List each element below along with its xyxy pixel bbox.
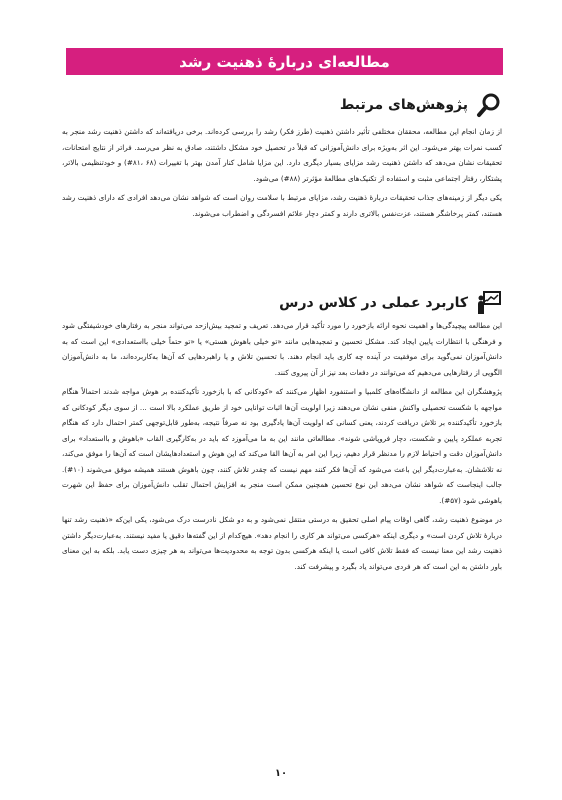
paragraph: از زمان انجام این مطالعه، محققان مختلفی تأثیر داشتن ذهنیت (طرز فکر) رشد را بررسی کرده‌اند. برخی دریافته‌اند که داشتن ذهنیت رشد منجر به کسب نمرات بهتر می‌شود. این اثر به‌ویژه برای دانش‌آموزانی که قبلاً در تحصیل خود مشکل داشتند، صادق به نظر می‌رسد. فراتر از نتایج امتحانات، تحقیقات نشان می‌دهد که داشتن ذهنیت رشد مزایای بسیار دیگری دارد. این مزایا شامل کنار آمدن بهتر با تغییرات (۶۸ ،۸۱#) و خودتنظیمی بالاتر، پشتکار، رفتار اجتماعی مثبت و استفاده از تکنیک‌های مطالعۀ مؤثرتر (۸۸#) می‌شود. bbox=[62, 127, 503, 183]
section-body-classroom-application bbox=[62, 318, 502, 578]
section-body-related-research bbox=[62, 124, 502, 225]
section-heading-text: پژوهش‌های مرتبط bbox=[339, 97, 468, 113]
paragraph: یکی دیگر از زمینه‌های جذاب تحقیقات دربارۀ ذهنیت رشد، مزایای مرتبط با سلامت روان است که شواهد نشان می‌دهد افرادی که دارای ذهنیت رشد هستند، کمتر پرخاشگر هستند، عزت‌نفس بالاتری دارند و کمتر دچار علائم افسردگی و اضطراب می‌شوند. bbox=[62, 193, 502, 218]
section-heading-related-research bbox=[340, 92, 502, 118]
page-title: مطالعه‌ای دربارۀ ذهنیت رشد bbox=[179, 52, 390, 71]
magnifier-icon bbox=[476, 92, 502, 118]
teacher-board-icon bbox=[476, 290, 502, 316]
paragraph: پژوهشگران این مطالعه از دانشگاه‌های کلمبیا و استنفورد اظهار می‌کنند که «کودکانی که با بازخورد تأکیدکننده بر هوش مواجه شدند احتمالاً هنگام مواجهه با شکست تحصیلی واکنش منفی نشان می‌دهند زیرا اولویت آن‌ها اثبات توانایی خود از طریق عملکرد بالا است ... از سوی دیگر کودکانی که بازخورد تأکیدکننده بر تلاش دریافت کردند، یعنی کسانی که اولویت آن‌ها یادگیری بود نه صرفاً نتیجه، به‌طور قابل‌توجهی کمتر احتمال دارد که هنگام تجربه عملکرد پایین و شکست، دچار فروپاشی شوند». مطالعاتی مانند این به ما می‌آموزد که باید در به‌کارگیری القاب «باهوش و بااستعداد» برای دانش‌آموزان دقت و احتیاط لازم را مدنظر قرار دهیم، زیرا این امر به آن‌ها القا می‌کند که این هوش و استعدادهایشان است که آن‌ها را موفق می‌کند، نه تلاششان. به‌عبارت‌دیگر این باعث می‌شود که آن‌ها فکر کنند مهم نیست که چقدر تلاش کنند، چون باهوش هستند همیشه موفق می‌شوند (۱۰#). جالب اینجاست که شواهد نشان می‌دهد این نوع تحسین همچنین ممکن است منجر به افزایش احتمال تقلب دانش‌آموزان برای حفظ این شهرت باهوشی شود (۵۷#). bbox=[62, 387, 502, 505]
page-number: ۱۰ bbox=[274, 768, 288, 779]
paragraph: در موضوع ذهنیت رشد، گاهی اوقات پیام اصلی تحقیق به درستی منتقل نمی‌شود و به دو شکل نادرست درک می‌شود، یکی این‌که «ذهنیت رشد تنها دربارۀ تلاش کردن است» و دیگری اینکه «هرکسی می‌تواند هر کاری را انجام دهد». هیچ‌کدام از این گفته‌ها دقیق یا مفید نیستند. به‌عبارت‌دیگر داشتن ذهنیت رشد این معنا نیست که فقط تلاش کافی است یا اینکه هرکسی بدون توجه به محدودیت‌ها می‌تواند به هر چیزی دست یابد. بلکه به این معنای باور داشتن به این است که هر فردی می‌تواند یاد بگیرد و پیشرفت کند. bbox=[62, 515, 502, 571]
chapter-title-banner bbox=[66, 48, 503, 75]
section-heading-text: کاربرد عملی در کلاس درس bbox=[279, 295, 468, 311]
paragraph: این مطالعه پیچیدگی‌ها و اهمیت نحوه ارائه بازخورد را مورد تأکید قرار می‌دهد. تعریف و تمجید بیش‌ازحد می‌تواند منجر به رفتارهای خودشیفتگی شود و فرهنگی با انتظارات پایین ایجاد کند. مشکل تحسین و تمجیدهایی مانند «تو خیلی باهوش هستی» یا «تو حتماً خیلی بااستعدادی» این است که به دانش‌آموزان نمی‌گوید برای موفقیت در آینده چه کاری باید انجام دهند. با تحسین تلاش و یا راهبردهایی که آن‌ها به‌کاربرده‌اند، ما به دانش‌آموزان الگویی از رفتارهایی می‌دهیم که می‌توانند در دفعات بعد نیز از آن پیروی کنند. bbox=[62, 321, 502, 377]
section-heading-classroom-application bbox=[279, 290, 502, 316]
